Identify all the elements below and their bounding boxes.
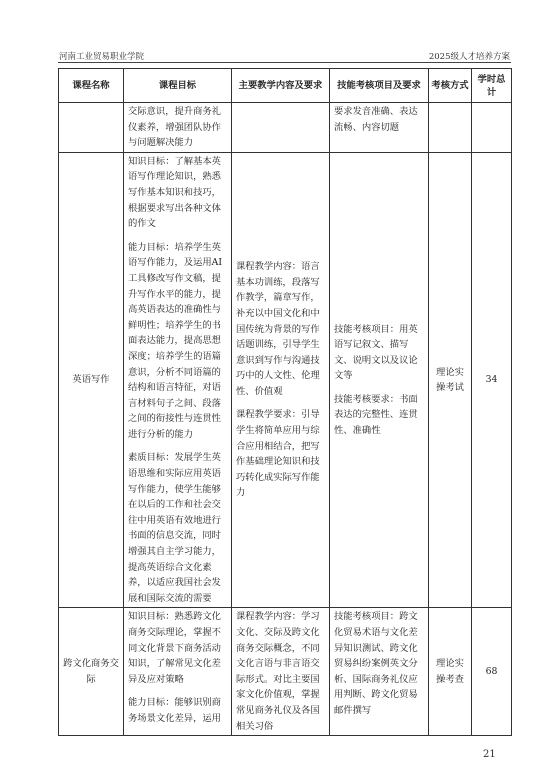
assessment-method-cell (429, 103, 472, 153)
column-header-course-goals: 课程目标 (124, 69, 232, 103)
skill-text: 要求发音准确、表达流畅、内容切题 (334, 106, 418, 133)
column-header-total-hours: 学时总计 (472, 69, 512, 103)
skill-assessment-cell (330, 103, 429, 153)
goal-text: 交际意识，提升商务礼仪素养，增强团队协作与问题解决能力 (128, 106, 221, 149)
knowledge-goal-text: 知识目标：了解基本英语写作理论知识，熟悉写作基本知识和技巧，根据要求写出各种文体的作文 (128, 155, 221, 230)
column-header-skill-assessment: 技能考核项目及要求 (330, 69, 429, 103)
ability-goal-text: 能力目标：能够识别商务场景文化差异，运用 (128, 697, 221, 724)
teaching-content-cell (232, 608, 330, 736)
course-name-cell: 跨文化商务交际 (59, 608, 124, 736)
column-header-assessment-method: 考核方式 (429, 69, 472, 103)
teaching-content-text: 课程教学内容：语言基本功训练，段落写作教学，篇章写作，补充以中国文化和中国传统为背景的写作话题训练，引导学生意识到写作与沟通技巧中的人文性、伦理性、价值观 (236, 261, 320, 397)
table-row (59, 152, 512, 608)
course-name-cell: 英语写作 (59, 152, 124, 608)
ability-goal-text: 能力目标：培养学生英语写作能力，及运用AI工具修改写作文稿，提升写作水平的能力，提高英语表达的准确性与鲜明性；培养学生的书面表达能力，提高思想深度；培养学生的语篇意识，分析不同语篇的结构和语言特征，对语言材料句子之间、段落之间的衔接性与连贯性进行分析的能力 (128, 241, 223, 440)
total-hours-cell (472, 103, 512, 153)
skill-requirement-text: 技能考核要求：书面表达的完整性、连贯性、准确性 (334, 393, 418, 437)
column-header-teaching-content: 主要教学内容及要求 (232, 69, 330, 103)
teaching-content-cell (232, 103, 330, 153)
teaching-content-text: 课程教学内容：学习文化、交际及跨文化商务交际概念，不同文化言语与非言语交际形式。对比主要国家文化价值观，掌握常见商务礼仪及各国相关习俗 (236, 611, 320, 732)
skill-assessment-cell (330, 608, 429, 736)
assessment-method-cell: 理论实操考试 (429, 152, 472, 608)
skill-item-text: 技能考核项目：跨文化贸易术语与文化差异知识测试、跨文化贸易纠纷案例英文分析、国际商务礼仪应用判断、跨文化贸易邮件撰写 (334, 611, 418, 716)
assessment-method-cell: 理论实操考查 (429, 608, 472, 736)
skill-assessment-cell (330, 152, 429, 608)
quality-goal-text: 素质目标：发展学生英语思维和实际应用英语写作能力，使学生能够在以后的工作和社会交往中用英语有效地进行书面的信息交流，同时增强其自主学习能力，提高英语综合文化素养，以适应我国社会发展和国际交流的需要 (128, 452, 221, 604)
table-row (59, 608, 512, 736)
header-school-name: 河南工业贸易职业学院 (59, 52, 145, 62)
course-goals-cell (124, 608, 232, 736)
column-header-course-name: 课程名称 (59, 69, 124, 103)
skill-item-text: 技能考核项目：用英语写记叙文、描写文、说明文以及议论文等 (334, 323, 418, 382)
teaching-requirement-text: 课程教学要求：引导学生将简单应用与综合应用相结合，把写作基础理论知识和技巧转化成实际写作能力 (236, 409, 320, 499)
table-row (59, 103, 512, 153)
course-name-cell (59, 103, 124, 153)
page-number: 21 (483, 749, 496, 760)
teaching-content-cell (232, 152, 330, 608)
course-table (58, 68, 512, 736)
table-header-row (59, 69, 512, 103)
total-hours-cell: 34 (472, 152, 512, 608)
total-hours-cell: 68 (472, 608, 512, 736)
course-goals-cell (124, 152, 232, 608)
course-goals-cell (124, 103, 232, 153)
header-rule (58, 62, 511, 63)
knowledge-goal-text: 知识目标：熟悉跨文化商务交际理论，掌握不同文化背景下商务活动知识，了解常见文化差异及应对策略 (128, 611, 221, 685)
header-plan-title: 2025级人才培养方案 (428, 52, 510, 62)
